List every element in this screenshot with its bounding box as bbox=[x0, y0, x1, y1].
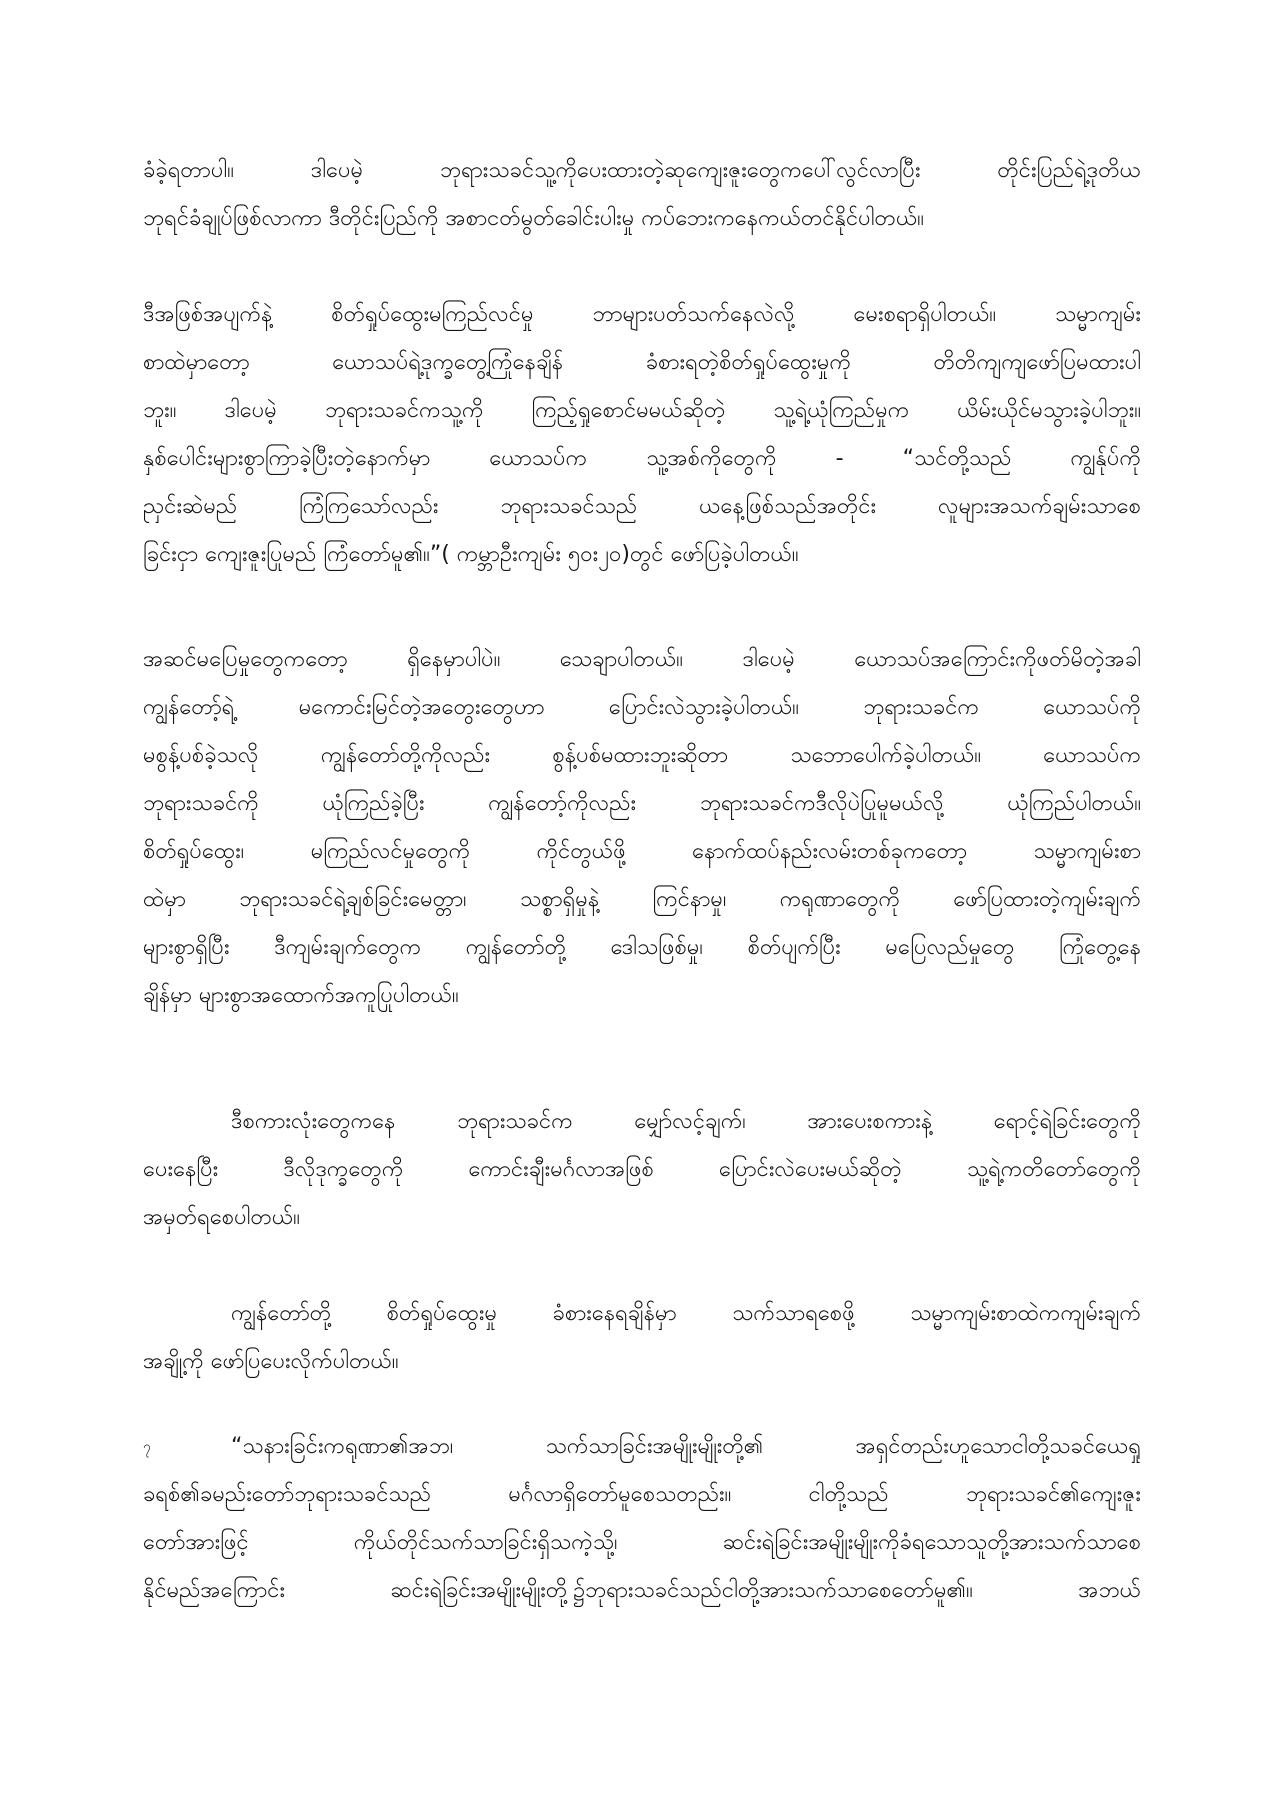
text-line: ခံခဲ့ရတာပါ။ ဒါပေမဲ့ ဘုရားသခင်သူ့ကိုပေးထားတဲ့ဆုကျေးဇူးတွေကပေါ်လွင်လာပြီး တိုင်းပြည်ရဲ့ဒုတိယ bbox=[143, 158, 1141, 183]
text-line: ဒီအဖြစ်အပျက်နဲ့ စိတ်ရှုပ်ထွေးမကြည်လင်မှု ဘာများပတ်သက်နေလဲလို့ မေးစရာရှိပါတယ်။ သမ္မာကျမ်း bbox=[143, 302, 1141, 327]
text-line: မစွန့်ပစ်ခဲ့သလို ကျွန်တော်တို့ကိုလည်း စွန့်ပစ်မထားဘူးဆိုတာ သဘောပေါက်ခဲ့ပါတယ်။ ယောသပ်က bbox=[143, 743, 1141, 768]
text-line: စိတ်ရှုပ်ထွေး၊ မကြည်လင်မှုတွေကို ကိုင်တွယ်ဖို့ နောက်ထပ်နည်းလမ်းတစ်ခုကတော့ သမ္မာကျမ်းစာ bbox=[143, 839, 1141, 864]
text-line: ခြင်းငှာ ကျေးဇူးပြုမည် ကြံတော်မူ၏။”( ကမ္ဘာဦးကျမ်း ၅၀း၂၀)တွင် ဖော်ပြခဲ့ပါတယ်။ bbox=[143, 542, 799, 567]
scripture-quote bbox=[143, 1423, 1141, 1615]
paragraph-2 bbox=[143, 291, 1141, 579]
text-line: ဘုရင်ခံချုပ်ဖြစ်လာကာ ဒီတိုင်းပြည်ကို အစာငတ်မွတ်ခေါင်းပါးမှု ကပ်ဘေးကနေကယ်တင်နိုင်ပါတယ်။ bbox=[143, 206, 924, 231]
paragraph-1 bbox=[143, 147, 1141, 243]
text-line: ထဲမှာ ဘုရားသခင်ရဲ့ချစ်ခြင်းမေတ္တာ၊ သစ္စာရှိမှုနဲ့ ကြင်နာမှု၊ ကရုဏာတွေကို ဖော်ပြထားတဲ့ကျမ်းချက် bbox=[143, 887, 1141, 912]
text-line: ကျွန်တော်တို့ စိတ်ရှုပ်ထွေးမှု ခံစားနေရချိန်မှာ သက်သာရစေဖို့ သမ္မာကျမ်းစာထဲကကျမ်းချက် bbox=[231, 1301, 1141, 1326]
text-line: ကျွန်တော့်ရဲ့ မကောင်းမြင်တဲ့အတွေးတွေဟာ ပြောင်းလဲသွားခဲ့ပါတယ်။ ဘုရားသခင်က ယောသပ်ကို bbox=[143, 695, 1141, 720]
paragraph-3 bbox=[143, 636, 1141, 1020]
text-line: အချို့ကို ဖော်ပြပေးလိုက်ပါတယ်။ bbox=[143, 1349, 399, 1374]
text-line: အဆင်မပြေမှုတွေကတော့ ရှိနေမှာပါပဲ။ သေချာပါတယ်။ ဒါပေမဲ့ ယောသပ်အကြောင်းကိုဖတ်မိတဲ့အခါ bbox=[143, 647, 1141, 672]
paragraph-4 bbox=[143, 1098, 1141, 1242]
text-line: များစွာရှိပြီး ဒီကျမ်းချက်တွေက ကျွန်တော်တို့ ဒေါသဖြစ်မှု၊ စိတ်ပျက်ပြီး မပြေလည်မှုတွေ ကြုံတွေ့နေ bbox=[143, 935, 1141, 960]
text-line: ခရစ်၏ခမည်းတော်ဘုရားသခင်သည် မင်္ဂလာရှိတော်မူစေသတည်း။ ငါတို့သည် ဘုရားသခင်၏ကျေးဇူး bbox=[143, 1482, 1141, 1507]
text-line: ဘူး။ ဒါပေမဲ့ ဘုရားသခင်ကသူ့ကို ကြည့်ရှုစောင်မမယ်ဆိုတဲ့ သူ့ရဲ့ယုံကြည်မှုက ယိမ်းယိုင်မသွားခဲ့ပါဘူး။ bbox=[143, 398, 1141, 423]
list-marker: ၇ bbox=[143, 1439, 151, 1455]
text-line: ပေးနေပြီး ဒီလိုဒုက္ခတွေကို ကောင်းချီးမင်္ဂလာအဖြစ် ပြောင်းလဲပေးမယ်ဆိုတဲ့ သူ့ရဲ့ကတိတော်တွေကို bbox=[143, 1157, 1141, 1182]
text-line: ဘုရားသခင်ကို ယုံကြည်ခဲ့ပြီး ကျွန်တော့်ကိုလည်း ဘုရားသခင်ကဒီလိုပဲပြုမူမယ်လို့ ယုံကြည်ပါတယ်။ bbox=[143, 791, 1141, 816]
text-line: နိုင်မည်အကြောင်း ဆင်းရဲခြင်းအမျိုးမျိုးတို့၌ဘုရားသခင်သည်ငါတို့အားသက်သာစေတော်မူ၏။ အဘယ် bbox=[143, 1578, 1141, 1603]
paragraph-5 bbox=[143, 1290, 1141, 1386]
text-line: အမှတ်ရစေပါတယ်။ bbox=[143, 1205, 300, 1230]
text-line: ချိန်မှာ များစွာအထောက်အကူပြုပါတယ်။ bbox=[143, 983, 459, 1008]
quote-body bbox=[143, 1423, 1141, 1615]
text-line: စာထဲမှာတော့ ယောသပ်ရဲ့ဒုက္ခတွေ့ကြုံနေချိန် ခံစားရတဲ့စိတ်ရှုပ်ထွေးမှုကို တိတိကျကျဖော်ပြမထားပါ bbox=[143, 350, 1141, 375]
text-line: ညှင်းဆဲမည် ကြံကြသော်လည်း ဘုရားသခင်သည် ယနေ့ဖြစ်သည်အတိုင်း လူများအသက်ချမ်းသာစေ bbox=[143, 494, 1141, 519]
text-line: တော်အားဖြင့် ကိုယ်တိုင်သက်သာခြင်းရှိသကဲ့သို့၊ ဆင်းရဲခြင်းအမျိုးမျိုးကိုခံရသောသူတို့အားသက်သာစေ bbox=[143, 1530, 1141, 1555]
text-line: “သနားခြင်းကရုဏာ၏အဘ၊ သက်သာခြင်းအမျိုးမျိုးတို့၏ အရှင်တည်းဟူသောငါတို့သခင်ယေရှု bbox=[231, 1434, 1141, 1459]
text-line: ဒီစကားလုံးတွေကနေ ဘုရားသခင်က မျှော်လင့်ချက်၊ အားပေးစကားနဲ့ ရောင့်ရဲခြင်းတွေကို bbox=[231, 1109, 1141, 1134]
text-line: နှစ်ပေါင်းများစွာကြာခဲ့ပြီးတဲ့နောက်မှာ ယောသပ်က သူ့အစ်ကိုတွေကို - “သင်တို့သည် ကျွန်ုပ်ကို bbox=[143, 446, 1141, 471]
